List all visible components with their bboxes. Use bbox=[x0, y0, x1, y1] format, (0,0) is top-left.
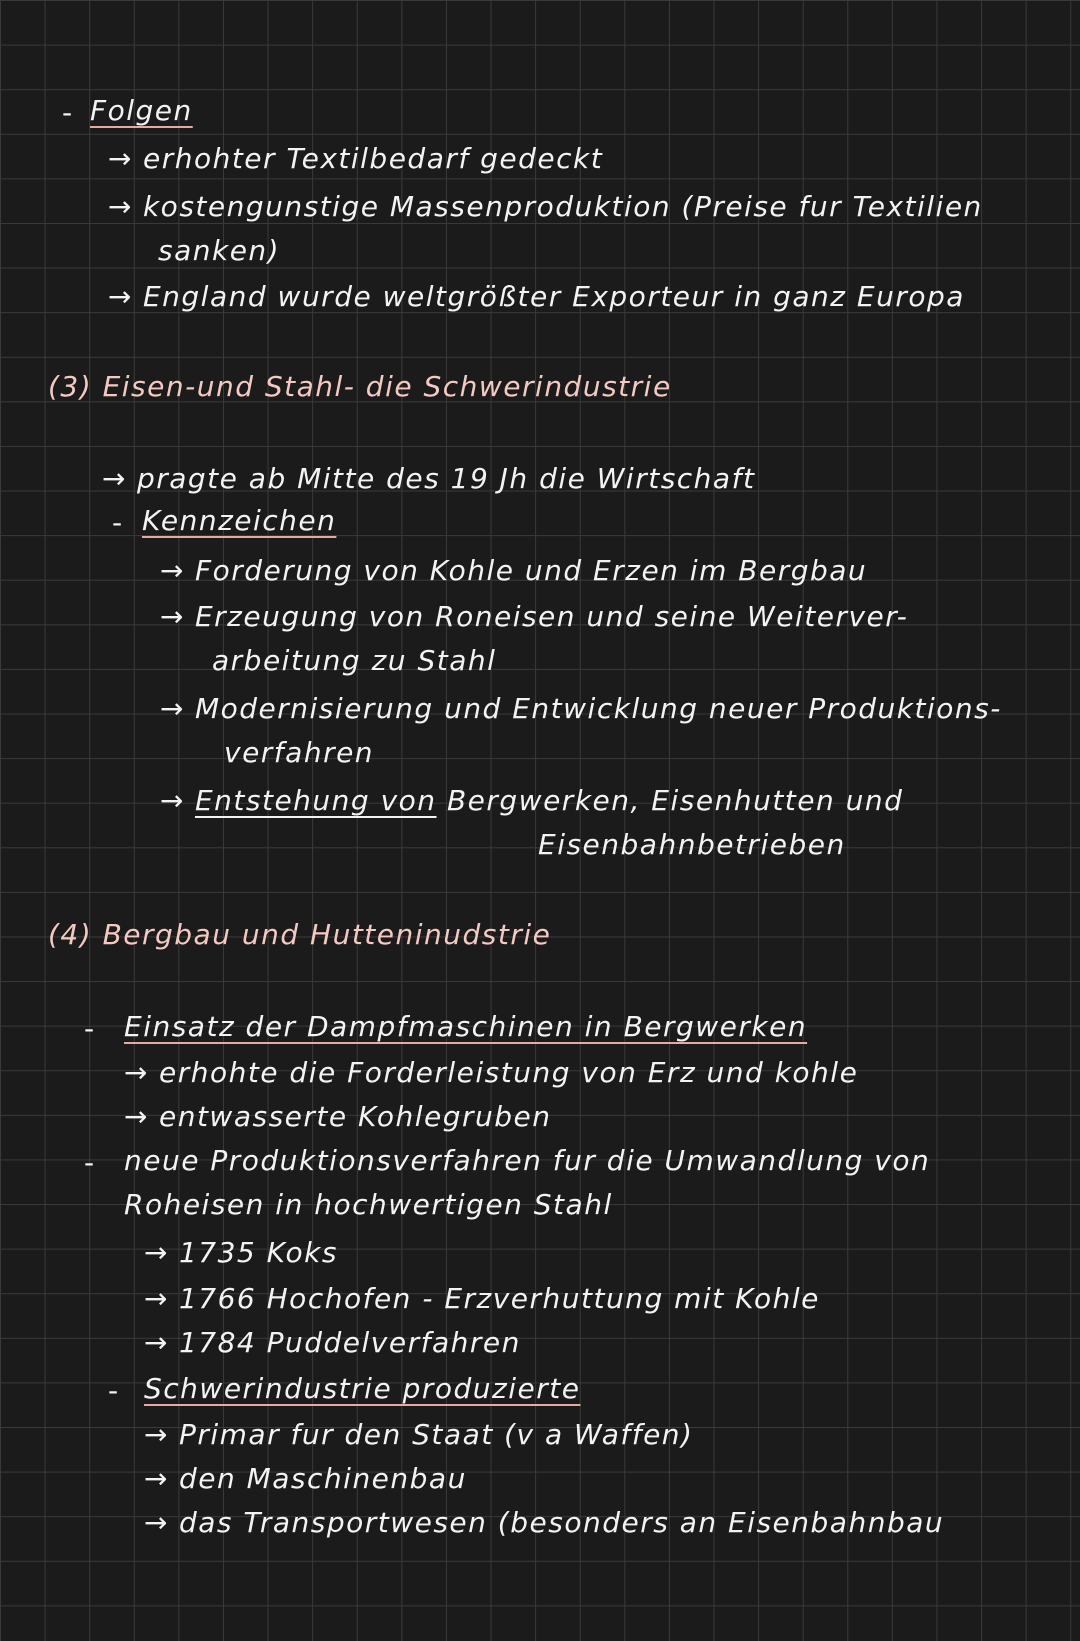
section4-point3-item-1: → Primar fur den Staat (v a Waffen) bbox=[144, 1418, 694, 1451]
heading-section-3: (3) Eisen-und Stahl- die Schwerindustrie bbox=[48, 370, 672, 403]
section3-item-3: → Modernisierung und Entwicklung neuer Produktions- bbox=[160, 692, 1002, 725]
arrow-icon: → bbox=[102, 462, 127, 495]
folgen-item-2-cont: sanken) bbox=[158, 234, 281, 267]
arrow-icon: → bbox=[160, 554, 185, 587]
arrow-icon: → bbox=[160, 784, 185, 817]
heading-section-4: (4) Bergbau und Hutteninudstrie bbox=[48, 918, 552, 951]
bullet-dash: - bbox=[108, 1374, 119, 1407]
section3-intro: → pragte ab Mitte des 19 Jh die Wirtschaft bbox=[102, 462, 756, 495]
bullet-dash: - bbox=[84, 1146, 95, 1179]
section4-point2-item-1: → 1735 Koks bbox=[144, 1236, 338, 1269]
folgen-item-3: → England wurde weltgrößter Exporteur in ganz Europa bbox=[108, 280, 965, 313]
section4-point1-heading: Einsatz der Dampfmaschinen in Bergwerken bbox=[124, 1010, 808, 1043]
section3-item-2-cont: arbeitung zu Stahl bbox=[212, 644, 497, 677]
arrow-icon: → bbox=[124, 1100, 149, 1133]
arrow-icon: → bbox=[108, 280, 133, 313]
section4-point3-item-2: → den Maschinenbau bbox=[144, 1462, 467, 1495]
arrow-icon: → bbox=[108, 142, 133, 175]
arrow-icon: → bbox=[160, 600, 185, 633]
section4-point2-line1: neue Produktionsverfahren fur die Umwandlung von bbox=[124, 1144, 931, 1177]
arrow-icon: → bbox=[144, 1236, 169, 1269]
section3-item-3-cont: verfahren bbox=[224, 736, 375, 769]
bullet-dash: - bbox=[112, 506, 123, 539]
section3-item-4: → Entstehung von Bergwerken, Eisenhutten und bbox=[160, 784, 904, 817]
arrow-icon: → bbox=[124, 1056, 149, 1089]
section3-item-1: → Forderung von Kohle und Erzen im Bergbau bbox=[160, 554, 868, 587]
section4-point1-item-1: → erhohte die Forderleistung von Erz und kohle bbox=[124, 1056, 859, 1089]
arrow-icon: → bbox=[144, 1326, 169, 1359]
heading-folgen: Folgen bbox=[90, 94, 193, 127]
bullet-dash: - bbox=[84, 1012, 95, 1045]
bullet-dash: - bbox=[62, 96, 73, 129]
arrow-icon: → bbox=[144, 1282, 169, 1315]
section4-point2-line2: Roheisen in hochwertigen Stahl bbox=[124, 1188, 613, 1221]
section4-point1-item-2: → entwasserte Kohlegruben bbox=[124, 1100, 552, 1133]
section4-point3-item-3: → das Transportwesen (besonders an Eisenbahnbau bbox=[144, 1506, 945, 1539]
section3-kennzeichen: Kennzeichen bbox=[142, 504, 337, 537]
section4-point2-item-2: → 1766 Hochofen - Erzverhuttung mit Kohle bbox=[144, 1282, 820, 1315]
arrow-icon: → bbox=[144, 1462, 169, 1495]
arrow-icon: → bbox=[108, 190, 133, 223]
folgen-item-2: → kostengunstige Massenproduktion (Preise fur Textilien bbox=[108, 190, 983, 223]
folgen-item-1: → erhohter Textilbedarf gedeckt bbox=[108, 142, 604, 175]
section4-point3-heading: Schwerindustrie produzierte bbox=[144, 1372, 581, 1405]
section3-item-2: → Erzeugung von Roneisen und seine Weiterver- bbox=[160, 600, 909, 633]
arrow-icon: → bbox=[144, 1506, 169, 1539]
section4-point2-item-3: → 1784 Puddelverfahren bbox=[144, 1326, 521, 1359]
arrow-icon: → bbox=[160, 692, 185, 725]
arrow-icon: → bbox=[144, 1418, 169, 1451]
section3-item-4-cont: Eisenbahnbetrieben bbox=[538, 828, 846, 861]
